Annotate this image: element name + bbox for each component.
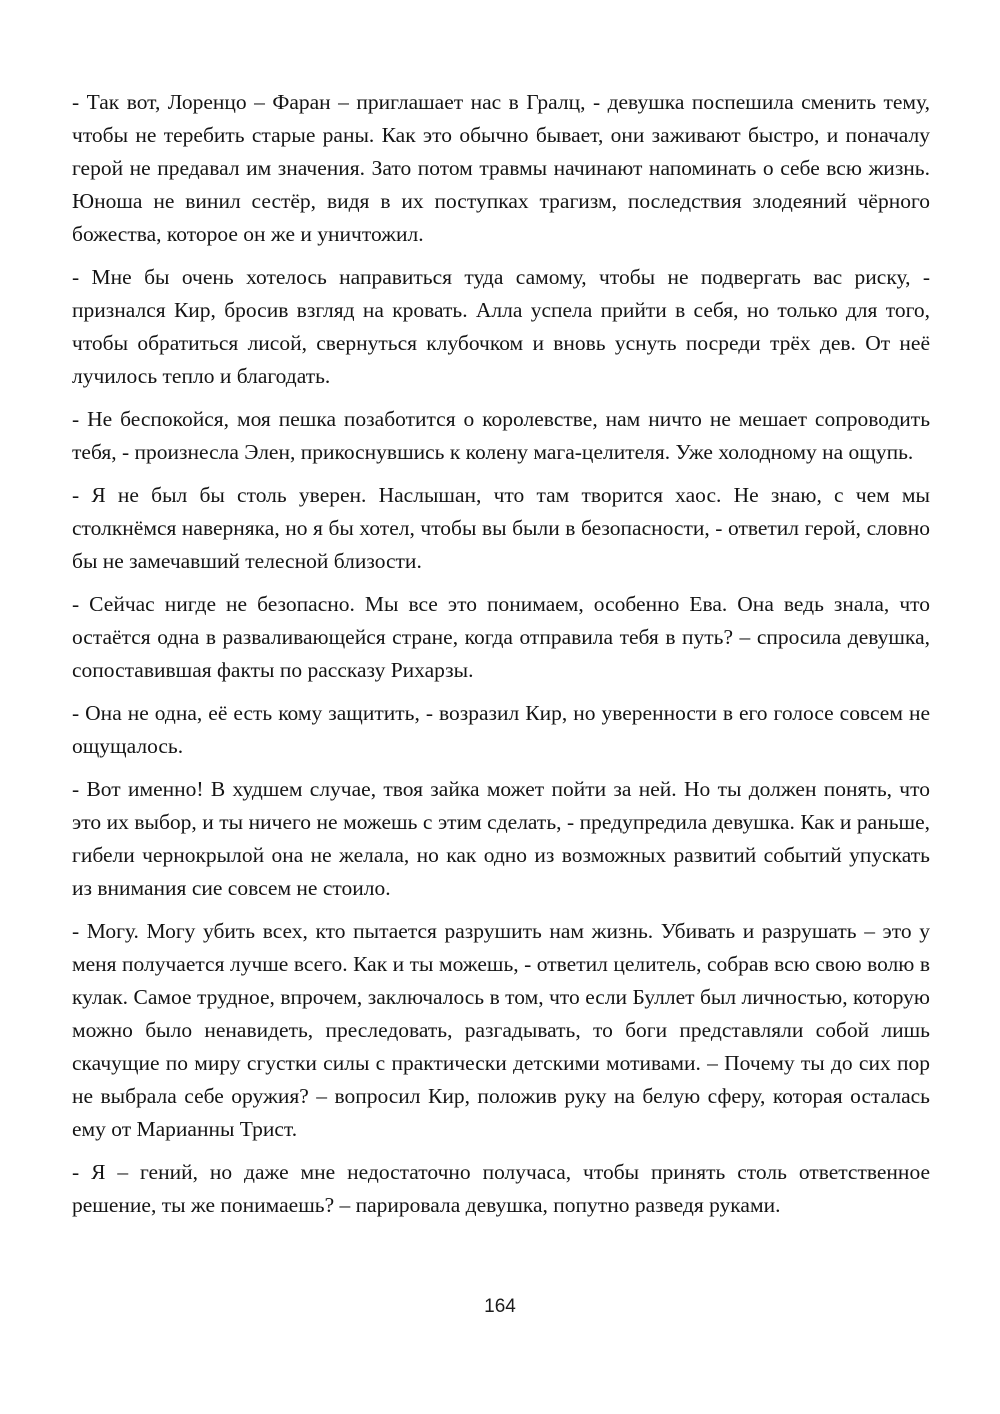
paragraph: - Я не был бы столь уверен. Наслышан, что там творится хаос. Не знаю, с чем мы столкнёмся наверняка, но я бы хотел, чтобы вы были в безопасности, - ответил герой, словно бы не замечавший телесной близости. (72, 483, 930, 573)
paragraph: - Вот именно! В худшем случае, твоя зайка может пойти за ней. Но ты должен понять, что это их выбор, и ты ничего не можешь с этим сделать, - предупредила девушка. Как и раньше, гибели чернокрылой она не желала, но как одно из возможных развитий событий упускать из внимания сие совсем не стоило. (72, 777, 930, 900)
paragraph: - Могу. Могу убить всех, кто пытается разрушить нам жизнь. Убивать и разрушать – это у меня получается лучше всего. Как и ты можешь, - ответил целитель, собрав всю свою волю в кулак. Самое трудное, впрочем, заключалось в том, что если Буллет был личностью, которую можно было ненавидеть, преследовать, разгадывать, то боги представляли собой лишь скачущие по миру сгустки силы с практически детскими мотивами. – Почему ты до сих пор не выбрала себе оружия? – вопросил Кир, положив руку на белую сферу, которая осталась ему от Марианны Трист. (72, 919, 930, 1141)
page-text (72, 86, 930, 1232)
paragraph: - Я – гений, но даже мне недостаточно получаса, чтобы принять столь ответственное решение, ты же понимаешь? – парировала девушка, попутно разведя руками. (72, 1160, 930, 1217)
paragraph: - Не беспокойся, моя пешка позаботится о королевстве, нам ничто не мешает сопроводить тебя, - произнесла Элен, прикоснувшись к колену мага-целителя. Уже холодному на ощупь. (72, 407, 930, 464)
page-number: 164 (484, 1296, 516, 1317)
paragraph: - Так вот, Лоренцо – Фаран – приглашает нас в Гралц, - девушка поспешила сменить тему, чтобы не теребить старые раны. Как это обычно бывает, они заживают быстро, и поначалу герой не предавал им значения. Зато потом травмы начинают напоминать о себе всю жизнь. Юноша не винил сестёр, видя в их поступках трагизм, последствия злодеяний чёрного божества, которое он же и уничтожил. (72, 90, 930, 246)
paragraph: - Мне бы очень хотелось направиться туда самому, чтобы не подвергать вас риску, - признался Кир, бросив взгляд на кровать. Алла успела прийти в себя, но только для того, чтобы обратиться лисой, свернуться клубочком и вновь уснуть посреди трёх дев. От неё лучилось тепло и благодать. (72, 265, 930, 388)
paragraph: - Сейчас нигде не безопасно. Мы все это понимаем, особенно Ева. Она ведь знала, что остаётся одна в разваливающейся стране, когда отправила тебя в путь? – спросила девушка, сопоставившая факты по рассказу Рихарзы. (72, 592, 930, 682)
paragraph: - Она не одна, её есть кому защитить, - возразил Кир, но уверенности в его голосе совсем не ощущалось. (72, 701, 930, 758)
